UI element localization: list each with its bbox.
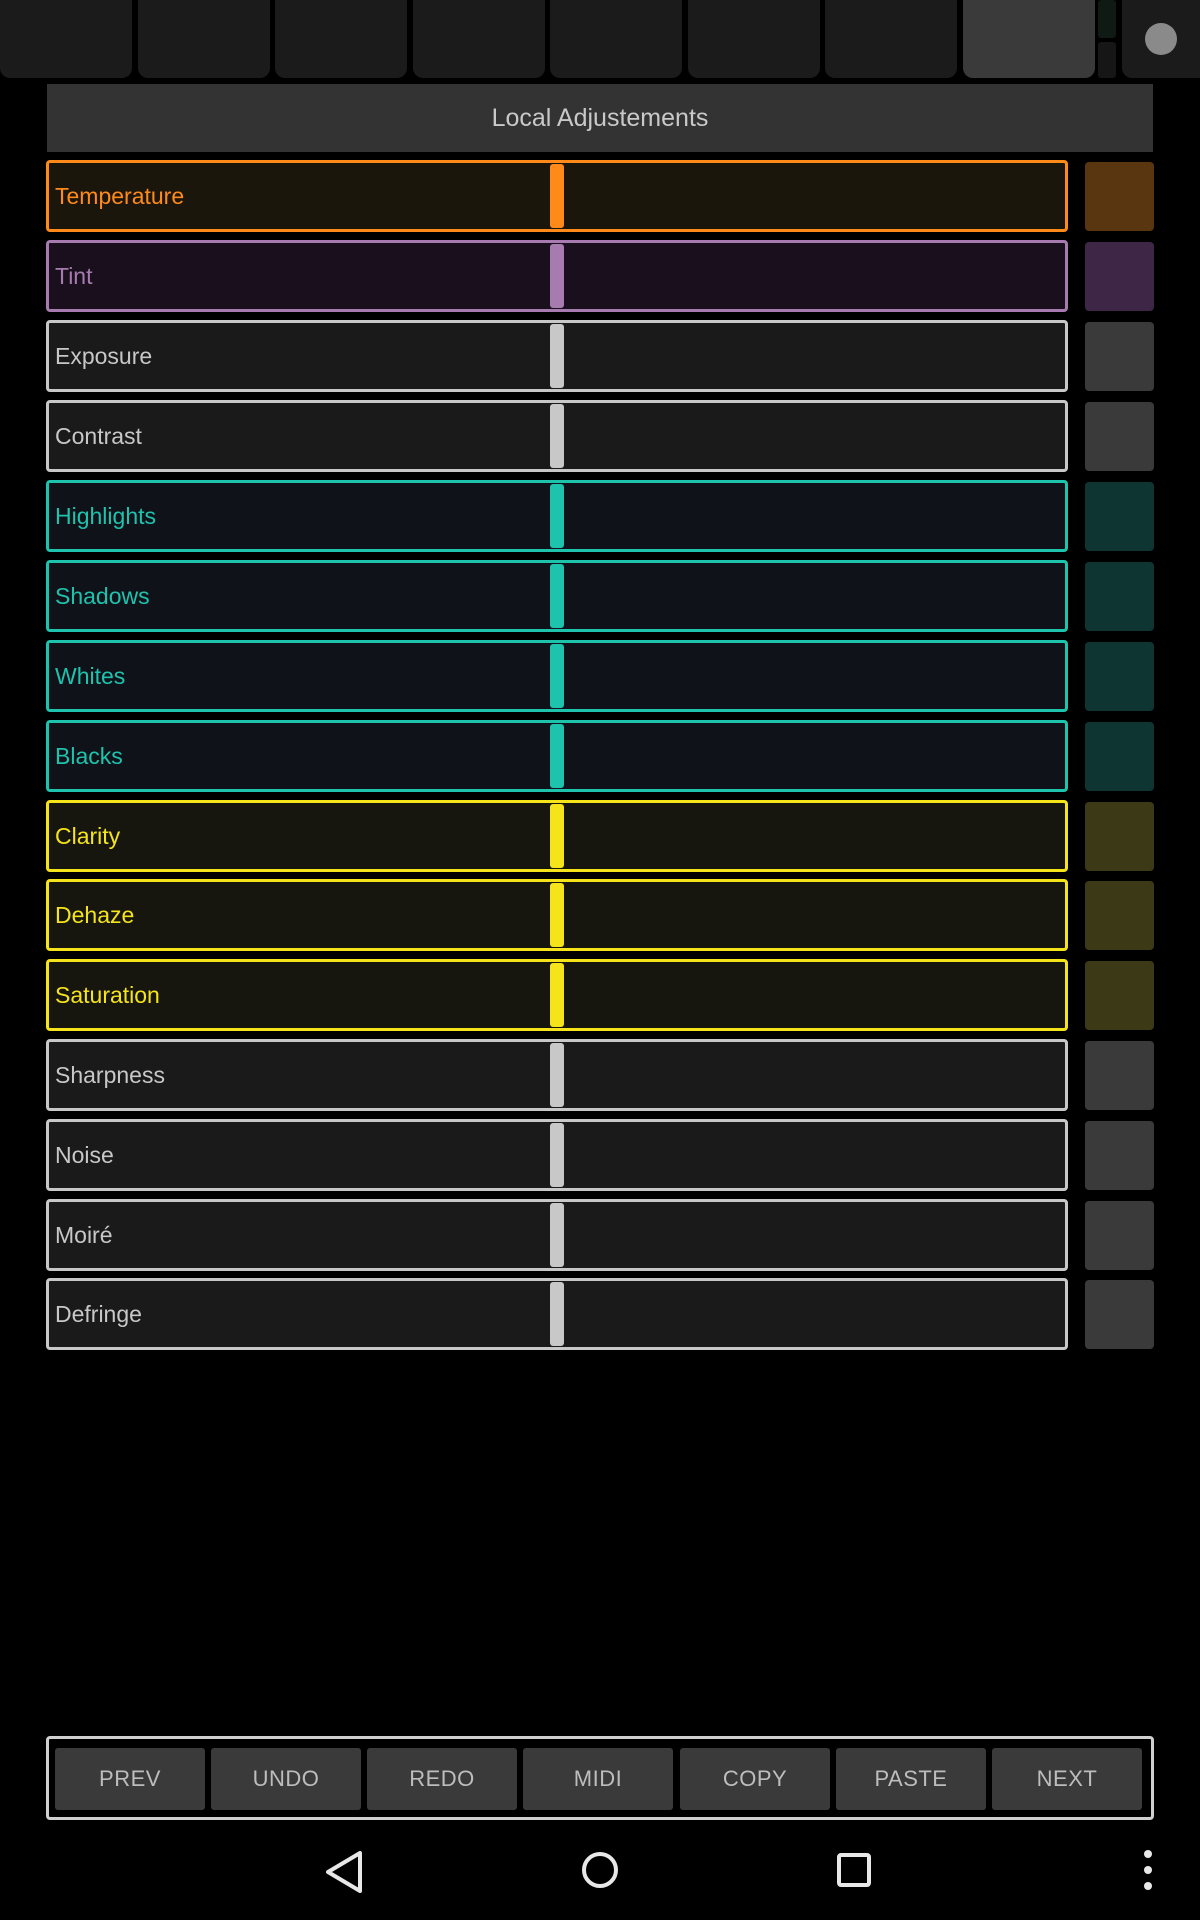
paste-button[interactable]: PASTE: [836, 1748, 986, 1810]
prev-button[interactable]: PREV: [55, 1748, 205, 1810]
slider-row-saturation: [46, 959, 1154, 1031]
recents-square-icon[interactable]: [834, 1850, 874, 1890]
slider-thumb[interactable]: [550, 1282, 564, 1346]
slider-thumb[interactable]: [550, 1043, 564, 1107]
slider-thumb[interactable]: [550, 484, 564, 548]
slider-track[interactable]: [46, 1039, 1068, 1111]
reset-button[interactable]: [1085, 722, 1154, 791]
redo-button[interactable]: REDO: [367, 1748, 517, 1810]
next-button[interactable]: NEXT: [992, 1748, 1142, 1810]
slider-label: Exposure: [55, 343, 153, 369]
slider-track[interactable]: [46, 1199, 1068, 1271]
reset-button[interactable]: [1085, 322, 1154, 391]
slider-track[interactable]: [46, 480, 1068, 552]
record-button[interactable]: [1122, 0, 1200, 78]
reset-button[interactable]: [1085, 402, 1154, 471]
reset-button[interactable]: [1085, 242, 1154, 311]
slider-row-sharpness: [46, 1039, 1154, 1111]
reset-button[interactable]: [1085, 961, 1154, 1030]
reset-button[interactable]: [1085, 1041, 1154, 1110]
copy-button[interactable]: COPY: [680, 1748, 830, 1810]
slider-thumb[interactable]: [550, 724, 564, 788]
slider-thumb[interactable]: [550, 644, 564, 708]
tab-3[interactable]: [275, 0, 407, 78]
slider-label: Defringe: [55, 1301, 142, 1327]
overflow-menu-icon[interactable]: [1140, 1848, 1156, 1892]
undo-button[interactable]: UNDO: [211, 1748, 361, 1810]
slider-label: Shadows: [55, 583, 150, 609]
tab-2[interactable]: [138, 0, 270, 78]
slider-track[interactable]: [46, 400, 1068, 472]
back-triangle-icon[interactable]: [322, 1848, 366, 1896]
slider-row-highlights: [46, 480, 1154, 552]
slider-label: Dehaze: [55, 902, 135, 928]
slider-track[interactable]: [46, 720, 1068, 792]
reset-button[interactable]: [1085, 1201, 1154, 1270]
reset-button[interactable]: [1085, 642, 1154, 711]
slider-label: Blacks: [55, 743, 123, 769]
reset-button[interactable]: [1085, 162, 1154, 231]
slider-label: Highlights: [55, 503, 156, 529]
slider-track[interactable]: [46, 1119, 1068, 1191]
reset-button[interactable]: [1085, 1121, 1154, 1190]
slider-label: Noise: [55, 1142, 114, 1168]
slider-row-blacks: [46, 720, 1154, 792]
status-indicator-top: [1098, 0, 1116, 38]
slider-track[interactable]: [46, 1278, 1068, 1350]
reset-button[interactable]: [1085, 482, 1154, 551]
slider-label: Sharpness: [55, 1062, 165, 1088]
slider-track[interactable]: [46, 320, 1068, 392]
reset-button[interactable]: [1085, 562, 1154, 631]
record-dot-icon: [1145, 23, 1177, 55]
slider-thumb[interactable]: [550, 404, 564, 468]
slider-thumb[interactable]: [550, 564, 564, 628]
slider-row-dehaze: [46, 879, 1154, 951]
reset-button[interactable]: [1085, 802, 1154, 871]
bottom-toolbar: [46, 1736, 1154, 1820]
tab-1[interactable]: [0, 0, 132, 78]
slider-track[interactable]: [46, 560, 1068, 632]
system-nav-bar: [0, 1824, 1200, 1920]
slider-row-noise: [46, 1119, 1154, 1191]
slider-row-defringe: [46, 1278, 1154, 1350]
tab-6[interactable]: [688, 0, 820, 78]
slider-row-shadows: [46, 560, 1154, 632]
slider-thumb[interactable]: [550, 1123, 564, 1187]
slider-row-tint: [46, 240, 1154, 312]
tab-4[interactable]: [413, 0, 545, 78]
slider-row-moir: [46, 1199, 1154, 1271]
slider-row-clarity: [46, 800, 1154, 872]
slider-label: Saturation: [55, 982, 160, 1008]
slider-track[interactable]: [46, 800, 1068, 872]
slider-track[interactable]: [46, 240, 1068, 312]
tab-7[interactable]: [825, 0, 957, 78]
slider-label: Whites: [55, 663, 126, 689]
slider-label: Moiré: [55, 1222, 113, 1248]
slider-row-whites: [46, 640, 1154, 712]
slider-row-contrast: [46, 400, 1154, 472]
slider-label: Clarity: [55, 823, 121, 849]
slider-thumb[interactable]: [550, 1203, 564, 1267]
panel-title: Local Adjustements: [47, 84, 1153, 152]
reset-button[interactable]: [1085, 881, 1154, 950]
slider-track[interactable]: [46, 959, 1068, 1031]
slider-label: Contrast: [55, 423, 142, 449]
slider-thumb[interactable]: [550, 324, 564, 388]
slider-thumb[interactable]: [550, 804, 564, 868]
slider-track[interactable]: [46, 160, 1068, 232]
slider-track[interactable]: [46, 640, 1068, 712]
slider-row-exposure: [46, 320, 1154, 392]
slider-thumb[interactable]: [550, 883, 564, 947]
slider-thumb[interactable]: [550, 963, 564, 1027]
slider-thumb[interactable]: [550, 164, 564, 228]
slider-label: Tint: [55, 263, 93, 289]
home-circle-icon[interactable]: [578, 1848, 622, 1892]
slider-track[interactable]: [46, 879, 1068, 951]
slider-label: Temperature: [55, 183, 185, 209]
status-indicator-bottom: [1098, 42, 1116, 78]
tab-5[interactable]: [550, 0, 682, 78]
top-tab-strip: [0, 0, 1200, 80]
midi-button[interactable]: MIDI: [523, 1748, 673, 1810]
reset-button[interactable]: [1085, 1280, 1154, 1349]
slider-row-temperature: [46, 160, 1154, 232]
slider-thumb[interactable]: [550, 244, 564, 308]
tab-8-active[interactable]: [963, 0, 1095, 78]
